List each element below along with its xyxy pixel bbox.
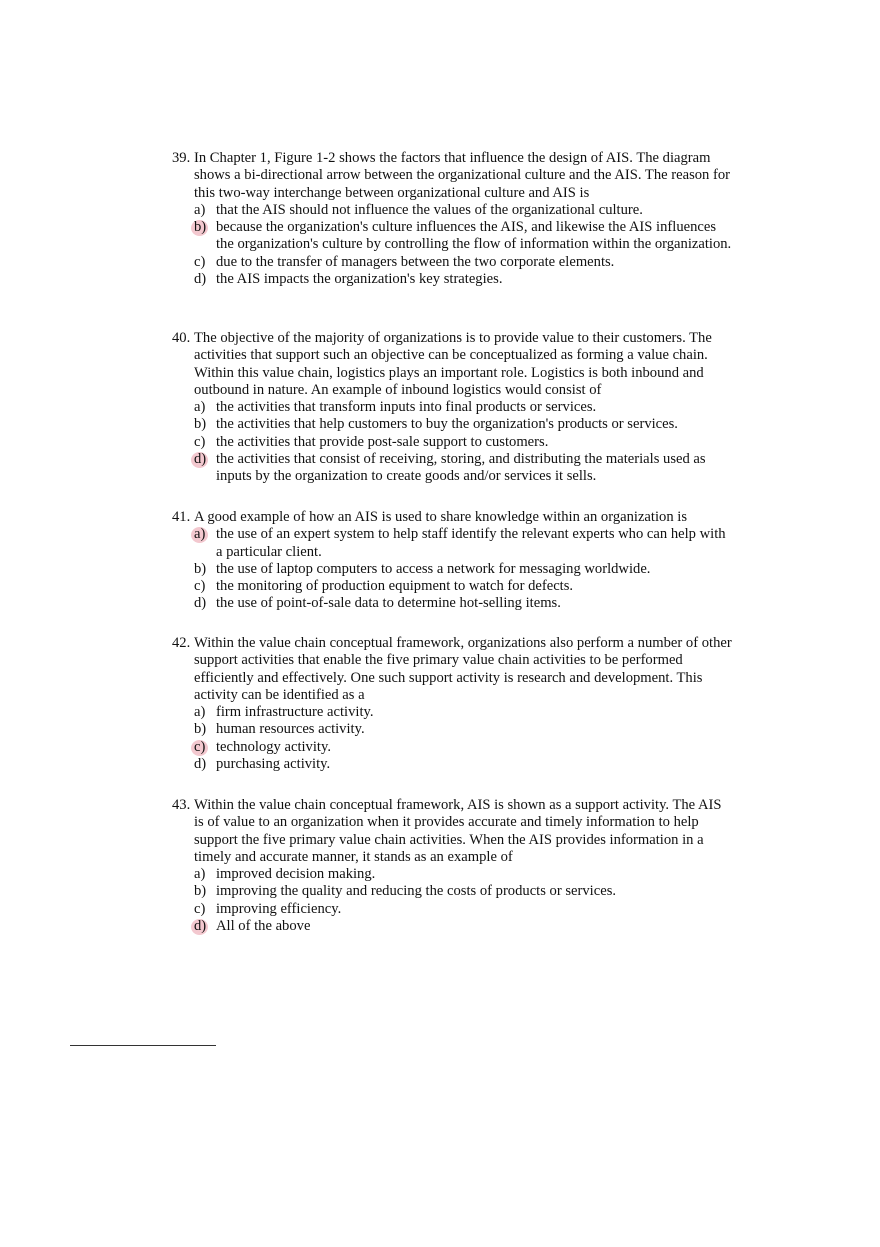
- question-stem: In Chapter 1, Figure 1-2 shows the factors that influence the design of AIS. The diagram shows a bi-directional arrow between the organizational culture and the AIS. The reason for this two-way interchange between organizational culture and AIS is: [194, 150, 731, 201]
- option-label: b): [194, 560, 207, 577]
- answer-option: [172, 883, 732, 900]
- option-text: improving efficiency.: [216, 900, 342, 917]
- option-text: the monitoring of production equipment to watch for defects.: [216, 578, 574, 595]
- question-stem: Within the value chain conceptual framework, AIS is shown as a support activity. The AIS is of value to an organization when it provides accurate and timely information to help support the five primary value chain activities. When the AIS provides information in a timely and accurate manner, it stands as an example of: [194, 797, 722, 865]
- option-text: the AIS impacts the organization's key strategies.: [216, 271, 503, 288]
- question-41: [172, 509, 732, 613]
- option-label: d): [194, 595, 207, 612]
- option-text: All of the above: [216, 918, 311, 935]
- option-label: c): [194, 578, 206, 595]
- question-number: 43.: [172, 797, 191, 813]
- option-text: technology activity.: [216, 738, 331, 755]
- option-label: c): [194, 900, 206, 917]
- option-label: b): [194, 883, 207, 900]
- answer-option: [172, 918, 732, 935]
- answer-option: [172, 451, 732, 486]
- option-label: d): [194, 271, 207, 288]
- option-label: d): [194, 451, 216, 486]
- option-label: a): [194, 866, 206, 883]
- option-text: human resources activity.: [216, 721, 365, 738]
- answer-option: [172, 739, 732, 756]
- option-text: the use of laptop computers to access a network for messaging worldwide.: [216, 560, 651, 577]
- option-text: the activities that provide post-sale support to customers.: [216, 433, 549, 450]
- option-text: the use of point-of-sale data to determine hot-selling items.: [216, 595, 561, 612]
- question-42: [172, 635, 732, 773]
- option-text: because the organization's culture influences the AIS, and likewise the AIS influences the organization's culture by controlling the flow of information within the organization.: [216, 219, 732, 253]
- question-number: 40.: [172, 330, 191, 346]
- footnote-separator: [70, 1045, 216, 1046]
- answer-option: [172, 578, 732, 595]
- option-label: a): [194, 201, 206, 218]
- answer-option: [172, 434, 732, 451]
- question-number: 41.: [172, 509, 191, 525]
- option-label: c): [194, 433, 206, 450]
- answer-option: [172, 526, 732, 561]
- option-text: the activities that consist of receiving, storing, and distributing the materials used as inputs by the organization to create goods and/or services it sells.: [216, 451, 706, 485]
- option-text: improved decision making.: [216, 866, 376, 883]
- option-label: b): [194, 721, 207, 738]
- option-label: c): [194, 253, 206, 270]
- option-label: b): [194, 219, 216, 254]
- question-stem: The objective of the majority of organizations is to provide value to their customers. The activities that support such an objective can be conceptualized as forming a value chain. Within this value chain, logistics plays an important role. Logistics is both inbound and outbound in nature. An example of inbound logistics would consist of: [194, 330, 712, 398]
- answer-option: [172, 595, 732, 612]
- question-number: 42.: [172, 635, 191, 651]
- option-text: due to the transfer of managers between the two corporate elements.: [216, 253, 615, 270]
- option-text: that the AIS should not influence the values of the organizational culture.: [216, 201, 643, 218]
- option-label: d): [194, 756, 207, 773]
- answer-option: [172, 721, 732, 738]
- question-43: [172, 797, 732, 935]
- answer-option: [172, 219, 732, 254]
- answer-option: [172, 202, 732, 219]
- question-stem: A good example of how an AIS is used to share knowledge within an organization is: [194, 509, 687, 525]
- answer-option: [172, 254, 732, 271]
- option-text: the use of an expert system to help staff identify the relevant experts who can help with a particular client.: [216, 526, 726, 560]
- answer-option: [172, 561, 732, 578]
- answer-option: [172, 756, 732, 773]
- option-text: purchasing activity.: [216, 756, 331, 773]
- option-label: d): [194, 918, 216, 935]
- option-text: the activities that help customers to buy the organization's products or services.: [216, 416, 678, 433]
- option-text: firm infrastructure activity.: [216, 704, 374, 721]
- option-text: the activities that transform inputs into final products or services.: [216, 399, 597, 416]
- question-stem: Within the value chain conceptual framework, organizations also perform a number of other support activities that enable the five primary value chain activities to be performed efficiently and effectively. One such support activity is research and development. This activity can be identified as a: [194, 635, 732, 703]
- option-text: improving the quality and reducing the costs of products or services.: [216, 883, 617, 900]
- answer-option: [172, 704, 732, 721]
- answer-option: [172, 271, 732, 288]
- option-label: a): [194, 704, 206, 721]
- option-label: b): [194, 416, 207, 433]
- answer-option: [172, 866, 732, 883]
- question-40: [172, 330, 732, 486]
- question-39: [172, 150, 732, 288]
- answer-option: [172, 901, 732, 918]
- question-number: 39.: [172, 150, 191, 166]
- answer-option: [172, 399, 732, 416]
- answer-option: [172, 416, 732, 433]
- option-label: c): [194, 739, 216, 756]
- option-label: a): [194, 399, 206, 416]
- option-label: a): [194, 526, 216, 561]
